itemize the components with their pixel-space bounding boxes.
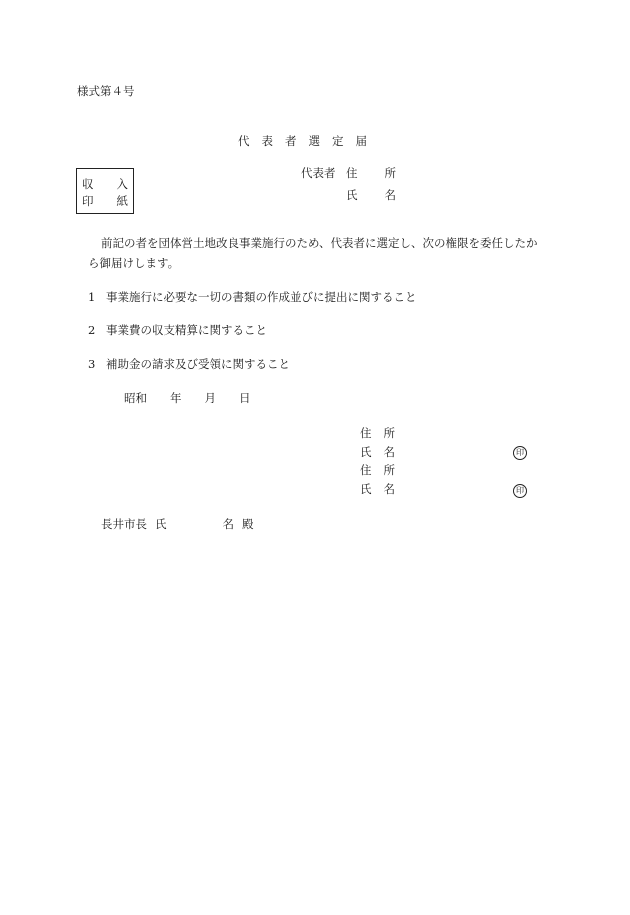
signatory-2-name-label [360, 484, 395, 496]
title-char: 表 [261, 134, 273, 148]
addressee-name-char: 名 [222, 517, 234, 531]
list-item [88, 292, 417, 304]
item-text: 事業施行に必要な一切の書類の作成並びに提出に関すること [106, 290, 417, 304]
revenue-stamp-line2 [82, 196, 128, 208]
item-text: 事業費の収支精算に関すること [106, 323, 267, 337]
list-item [88, 325, 267, 337]
label-char: 所 [384, 166, 396, 180]
date-year: 年 [170, 391, 182, 405]
addressee-name-char: 氏 [155, 517, 167, 531]
label-char: 所 [383, 426, 395, 440]
representative-role-label: 代表者 [301, 166, 336, 180]
label-char: 名 [383, 482, 395, 496]
date-month: 月 [204, 391, 216, 405]
signatory-1-name-label [360, 447, 395, 459]
label-char: 氏 [360, 445, 372, 459]
title-char: 者 [285, 134, 297, 148]
revenue-stamp-box [76, 168, 134, 214]
body-text-line2: ら御届けします。 [88, 256, 180, 270]
representative-address-label [346, 168, 396, 180]
stamp-char: 収 [82, 177, 94, 191]
label-char: 所 [383, 463, 395, 477]
addressee-title: 長井市長 [101, 517, 147, 531]
revenue-stamp-line1 [82, 179, 128, 191]
stamp-char: 印 [82, 194, 94, 208]
title-char: 代 [238, 134, 250, 148]
item-text: 補助金の請求及び受領に関すること [106, 357, 290, 371]
list-item [88, 359, 290, 371]
body-text-line1: 前記の者を団体営土地改良事業施行のため、代表者に選定し、次の権限を委任したか [101, 236, 538, 250]
addressee-honorific: 殿 [242, 517, 254, 531]
label-char: 住 [360, 426, 372, 440]
item-number: 2 [88, 323, 96, 337]
date-line [124, 393, 251, 405]
title-char: 選 [308, 134, 320, 148]
form-number: 様式第４号 [77, 84, 135, 98]
stamp-char: 入 [116, 177, 128, 191]
document-title [238, 136, 379, 148]
label-char: 名 [383, 445, 395, 459]
signatory-1-address-label [360, 428, 395, 440]
item-number: 1 [88, 290, 96, 304]
label-char: 名 [384, 188, 396, 202]
label-char: 氏 [360, 482, 372, 496]
label-char: 住 [360, 463, 372, 477]
representative-name-label [346, 190, 396, 202]
title-char: 届 [355, 134, 367, 148]
item-number: 3 [88, 357, 96, 371]
addressee-line [101, 519, 254, 531]
date-era: 昭和 [124, 391, 147, 405]
signatory-2-address-label [360, 465, 395, 477]
seal-mark-icon: 印 [513, 484, 527, 498]
stamp-char: 紙 [116, 194, 128, 208]
title-char: 定 [332, 134, 344, 148]
seal-mark-icon: 印 [513, 446, 527, 460]
date-day: 日 [239, 391, 251, 405]
label-char: 氏 [346, 188, 358, 202]
label-char: 住 [346, 166, 358, 180]
